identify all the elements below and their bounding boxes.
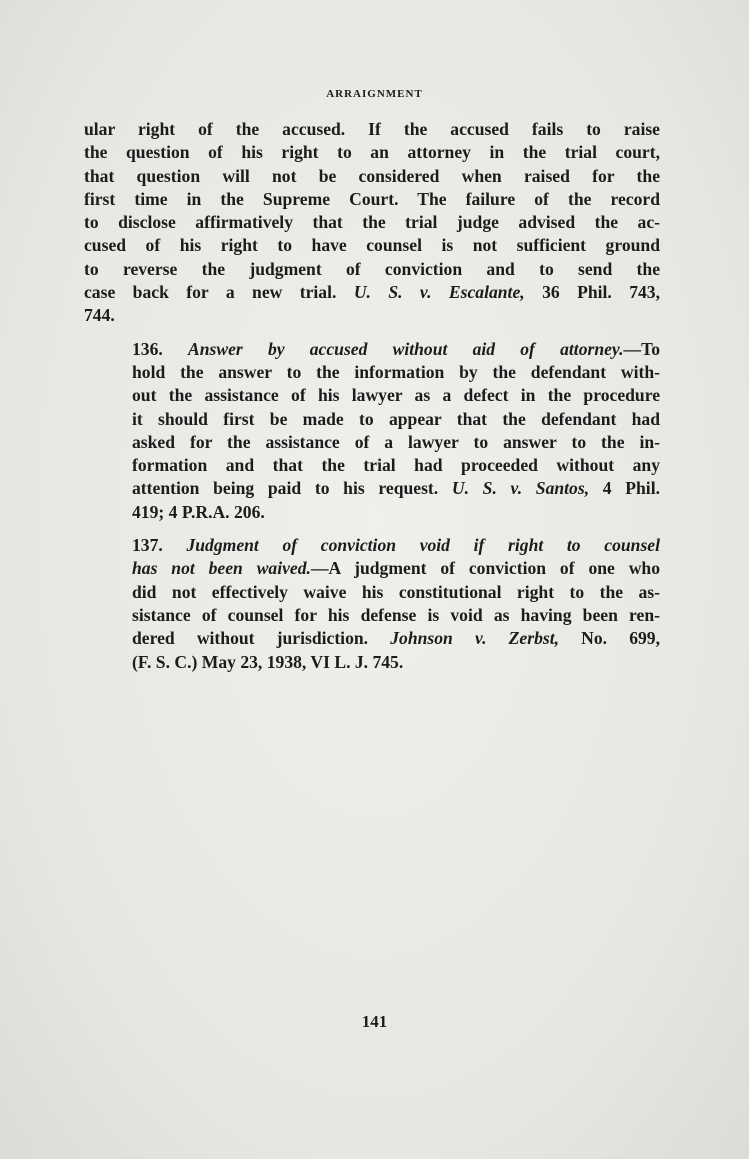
text-line [84,118,660,141]
page-number: 141 [361,1012,388,1031]
paragraph-137-judgment-void [84,534,660,674]
text-line [84,304,660,327]
text-segment: (F. S. C.) May 23, 1938, VI L. J. 745. [132,651,404,672]
text-segment: hold the answer to the information by the defendant with- [132,361,660,382]
text-segment: 744. [84,305,115,326]
citation-italic-text: Judgment of conviction void if right to counsel [186,535,660,556]
text-segment: first time in the Supreme Court. The failure of the record [84,188,660,209]
text-line [84,431,660,454]
text-line [84,454,660,477]
text-line [84,651,660,674]
text-segment: ular right of the accused. If the accused fails to raise [84,119,660,139]
text-segment: the question of his right to an attorney in the trial court, [84,142,660,163]
text-segment: dered without jurisdiction. [132,628,391,649]
text-line [84,384,660,407]
text-line [84,188,660,211]
text-segment: did not effectively waive his constitutional right to the as- [132,581,660,602]
text-line [84,581,660,604]
text-line [84,258,660,281]
citation-italic-text: U. S. v. Santos, [451,478,590,499]
text-line [84,477,660,500]
text-line [84,361,660,384]
text-line [84,557,660,580]
text-segment: 36 Phil. 743, [524,282,660,303]
text-line [84,234,660,257]
text-segment: 419; 4 P.R.A. 206. [132,501,265,522]
text-line [84,501,660,524]
text-line [84,627,660,650]
text-segment: attention being paid to his request. [132,478,452,499]
text-line [84,338,660,361]
text-segment: case back for a new trial. [84,282,354,303]
citation-italic-text: has not been waived. [132,558,311,579]
paragraph-136-answer-without-attorney [84,338,660,524]
text-segment: to reverse the judgment of conviction and to send the [84,258,660,279]
text-segment: sistance of counsel for his defense is void as having been ren- [132,604,660,625]
body-text [84,118,660,684]
text-segment: that question will not be considered when raised for the [84,165,660,186]
citation-italic-text: U. S. v. Escalante, [353,282,525,303]
text-segment: —A judgment of conviction of one who [310,558,660,579]
text-segment: asked for the assistance of a lawyer to answer to the in- [132,431,660,452]
text-segment: 4 Phil. [589,478,660,499]
text-segment: 137. [132,535,187,556]
paragraph-continuation [84,118,660,328]
text-line [84,281,660,304]
citation-italic-text: Johnson v. Zerbst, [390,628,559,649]
running-head: ARRAIGNMENT [326,88,423,100]
text-segment: it should first be made to appear that the defendant had [132,408,660,429]
text-segment: to disclose affirmatively that the trial judge advised the ac- [84,212,660,233]
text-segment: —To [623,338,660,359]
text-segment: out the assistance of his lawyer as a defect in the procedure [132,385,660,406]
text-segment: cused of his right to have counsel is not sufficient ground [84,235,660,256]
text-line [84,534,660,557]
text-line [84,408,660,431]
text-segment: No. 699, [559,628,660,649]
text-segment: formation and that the trial had proceeded without any [132,455,660,476]
citation-italic-text: Answer by accused without aid of attorney. [188,338,624,359]
text-segment: 136. [132,338,188,359]
text-line [84,141,660,164]
text-line [84,604,660,627]
text-line [84,165,660,188]
text-line [84,211,660,234]
